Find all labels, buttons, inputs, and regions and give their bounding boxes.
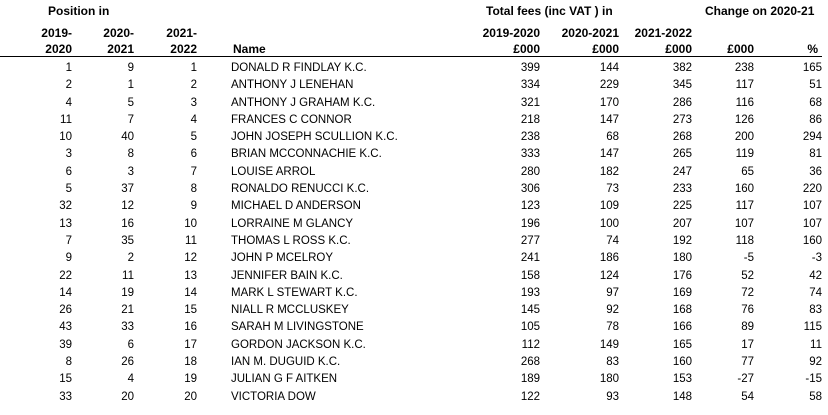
- fees-2021-cell: 382: [672, 62, 692, 74]
- fees-2020-cell: 124: [599, 269, 619, 282]
- position-2020-cell: 26: [121, 356, 134, 369]
- barrister-name-cell: SARAH M LIVINGSTONE: [231, 321, 364, 334]
- change-percent-cell: 74: [809, 286, 822, 299]
- position-2021-cell: 19: [184, 373, 197, 386]
- change-amount-cell: 119: [735, 148, 754, 161]
- barrister-name-cell: GORDON JACKSON K.C.: [231, 338, 366, 351]
- position-2019-cell: 7: [65, 234, 72, 247]
- position-2021-cell: 1: [190, 62, 197, 74]
- position-2019-cell: 10: [59, 131, 72, 144]
- table-row: [0, 60, 822, 77]
- position-2021-cell: 3: [190, 96, 197, 109]
- position-2019-cell: 22: [59, 269, 72, 282]
- header-rule: [0, 56, 822, 57]
- barrister-name-cell: JOHN JOSEPH SCULLION K.C.: [231, 131, 398, 144]
- change-amount-cell: 107: [734, 217, 754, 230]
- fees-2021-cell: 286: [672, 96, 692, 109]
- position-2020-cell: 4: [127, 373, 134, 386]
- barrister-name-cell: DONALD R FINDLAY K.C.: [231, 62, 367, 74]
- fees-2020-cell: 68: [606, 131, 619, 144]
- position-2020-cell: 40: [121, 131, 134, 144]
- change-amount-cell: 77: [741, 356, 754, 369]
- fees-2020-header: 2020-2021: [561, 26, 619, 40]
- position-2019-cell: 32: [59, 200, 72, 213]
- table-row: [0, 389, 822, 406]
- fees-2021-header: 2021-2022: [634, 26, 692, 40]
- table-row: [0, 233, 822, 250]
- change-percent-cell: 92: [809, 356, 822, 369]
- position-2020-cell: 19: [121, 286, 134, 299]
- change-percent-cell: 160: [802, 234, 822, 247]
- fees-table: [0, 60, 822, 406]
- change-amount-cell: 17: [741, 338, 754, 351]
- fees-2019-cell: 145: [520, 304, 540, 317]
- change-amount-cell: 126: [734, 113, 754, 126]
- position-2019-cell: 43: [59, 321, 72, 334]
- table-row: [0, 337, 822, 354]
- position-2019-cell: 39: [59, 338, 72, 351]
- change-percent-cell: 36: [809, 165, 822, 178]
- fees-2019-cell: 321: [520, 96, 540, 109]
- position-2020-cell: 35: [121, 234, 134, 247]
- col-2021-bottom: 2022: [170, 42, 197, 56]
- fees-2020-cell: 147: [599, 113, 619, 126]
- change-percent-cell: 107: [802, 217, 822, 230]
- change-percent-cell: 11: [810, 338, 822, 351]
- position-2021-cell: 2: [190, 79, 197, 92]
- fees-2019-cell: 241: [520, 252, 540, 265]
- table-row: [0, 129, 822, 146]
- change-amount-cell: 72: [741, 286, 754, 299]
- barrister-name-cell: LORRAINE M GLANCY: [231, 217, 354, 230]
- total-fees-header: Total fees (inc VAT ) in: [486, 4, 613, 18]
- fees-2019-cell: 112: [521, 338, 540, 351]
- barrister-name-cell: IAN M. DUGUID K.C.: [231, 356, 341, 369]
- fees-2020-cell: 229: [599, 79, 619, 92]
- change-amount-cell: -5: [743, 252, 754, 265]
- fees-2019-cell: 306: [520, 183, 540, 196]
- table-row: [0, 146, 822, 163]
- position-2021-cell: 5: [190, 131, 197, 144]
- change-header: Change on 2020-21: [705, 4, 815, 18]
- position-2020-cell: 2: [127, 252, 134, 265]
- position-2019-cell: 33: [59, 390, 72, 403]
- position-2019-cell: 6: [65, 165, 72, 178]
- change-percent-cell: 165: [802, 62, 822, 74]
- position-2021-cell: 7: [190, 165, 197, 178]
- table-row: [0, 302, 822, 319]
- fees-2019-cell: 189: [520, 373, 540, 386]
- change-amount-cell: 160: [734, 183, 754, 196]
- table-row: [0, 164, 822, 181]
- position-2020-cell: 1: [127, 79, 134, 92]
- change-amount-cell: 65: [741, 165, 754, 178]
- fees-2019-cell: 196: [520, 217, 540, 230]
- change-percent-cell: 42: [809, 269, 822, 282]
- fees-2020-cell: 78: [606, 321, 619, 334]
- change-amount-cell: 52: [741, 269, 754, 282]
- fees-2019-cell: 122: [520, 390, 540, 403]
- position-2019-cell: 3: [65, 148, 72, 161]
- change-amount-cell: 54: [741, 390, 754, 403]
- fees-2021-unit: £000: [665, 42, 692, 56]
- fees-2020-cell: 83: [606, 356, 619, 369]
- change-amount-cell: 116: [735, 96, 754, 109]
- fees-2019-cell: 193: [520, 286, 540, 299]
- fees-2021-cell: 148: [672, 390, 692, 403]
- barrister-name-cell: JOHN P MCELROY: [231, 252, 334, 265]
- fees-2020-cell: 180: [599, 373, 619, 386]
- fees-2019-header: 2019-2020: [482, 26, 540, 40]
- fees-2021-cell: 345: [672, 79, 692, 92]
- fees-2020-cell: 186: [599, 252, 619, 265]
- barrister-name-cell: ANTHONY J GRAHAM K.C.: [231, 96, 376, 109]
- position-2021-cell: 13: [184, 269, 197, 282]
- fees-2021-cell: 180: [672, 252, 692, 265]
- fees-2020-cell: 144: [599, 62, 619, 74]
- position-2019-cell: 14: [59, 286, 72, 299]
- fees-2020-cell: 170: [599, 96, 619, 109]
- position-2019-cell: 4: [65, 96, 72, 109]
- table-row: [0, 285, 822, 302]
- table-row: [0, 95, 822, 112]
- position-2020-cell: 37: [121, 183, 134, 196]
- position-2020-cell: 7: [127, 113, 134, 126]
- fees-2019-cell: 268: [520, 356, 540, 369]
- position-2021-cell: 8: [190, 183, 197, 196]
- fees-2021-cell: 192: [672, 234, 692, 247]
- fees-2019-cell: 158: [520, 269, 540, 282]
- fees-2020-cell: 73: [606, 183, 619, 196]
- col-2020-top: 2020-: [103, 26, 134, 40]
- name-column-header: Name: [233, 42, 266, 56]
- fees-2019-cell: 333: [520, 148, 540, 161]
- change-percent-cell: 107: [802, 200, 822, 213]
- fees-2021-cell: 168: [672, 304, 692, 317]
- position-2021-cell: 10: [184, 217, 197, 230]
- change-percent-cell: 51: [809, 79, 822, 92]
- position-2021-cell: 20: [184, 390, 197, 403]
- fees-2020-cell: 97: [606, 286, 619, 299]
- fees-2021-cell: 160: [672, 356, 692, 369]
- table-row: [0, 268, 822, 285]
- change-unit: £000: [727, 42, 754, 56]
- fees-2019-cell: 399: [520, 62, 540, 74]
- barrister-name-cell: JENNIFER BAIN K.C.: [231, 269, 343, 282]
- position-2020-cell: 11: [122, 269, 134, 282]
- change-amount-cell: 117: [735, 79, 754, 92]
- fees-2021-cell: 176: [672, 269, 692, 282]
- fees-2021-cell: 225: [672, 200, 692, 213]
- fees-2021-cell: 165: [672, 338, 692, 351]
- change-percent-cell: 220: [802, 183, 822, 196]
- table-row: [0, 198, 822, 215]
- position-2020-cell: 33: [121, 321, 134, 334]
- table-row: [0, 77, 822, 94]
- fees-2020-cell: 74: [606, 234, 619, 247]
- fees-2020-cell: 100: [599, 217, 619, 230]
- fees-2019-cell: 123: [520, 200, 540, 213]
- barrister-name-cell: LOUISE ARROL: [231, 165, 316, 178]
- change-amount-cell: 238: [734, 62, 754, 74]
- fees-2021-cell: 265: [672, 148, 692, 161]
- fees-2021-cell: 153: [672, 373, 692, 386]
- change-percent-cell: -15: [805, 373, 822, 386]
- fees-2019-cell: 218: [520, 113, 540, 126]
- position-2019-cell: 15: [59, 373, 72, 386]
- position-2021-cell: 14: [184, 286, 197, 299]
- table-row: [0, 319, 822, 336]
- fees-2021-cell: 207: [672, 217, 692, 230]
- barrister-name-cell: MARK L STEWART K.C.: [231, 286, 358, 299]
- position-2020-cell: 12: [121, 200, 134, 213]
- position-2020-cell: 9: [127, 62, 134, 74]
- col-2020-bottom: 2021: [107, 42, 134, 56]
- barrister-name-cell: VICTORIA DOW: [231, 390, 316, 403]
- table-row: [0, 112, 822, 129]
- position-2020-cell: 5: [127, 96, 134, 109]
- position-2020-cell: 20: [121, 390, 134, 403]
- change-percent-cell: 86: [809, 113, 822, 126]
- col-2019-top: 2019-: [41, 26, 72, 40]
- position-2019-cell: 5: [65, 183, 72, 196]
- fees-2021-cell: 169: [672, 286, 692, 299]
- table-row: [0, 354, 822, 371]
- fees-2019-cell: 238: [520, 131, 540, 144]
- fees-2021-cell: 247: [672, 165, 692, 178]
- position-2019-cell: 9: [65, 252, 72, 265]
- table-row: [0, 371, 822, 388]
- barrister-name-cell: RONALDO RENUCCI K.C.: [231, 183, 370, 196]
- position-2019-cell: 8: [65, 356, 72, 369]
- table-row: [0, 216, 822, 233]
- position-2019-cell: 26: [59, 304, 72, 317]
- position-2021-cell: 16: [184, 321, 197, 334]
- position-2019-cell: 2: [65, 79, 72, 92]
- fees-2021-cell: 268: [672, 131, 692, 144]
- change-percent-cell: 115: [803, 321, 822, 334]
- position-2021-cell: 12: [184, 252, 197, 265]
- fees-2020-unit: £000: [592, 42, 619, 56]
- change-percent-cell: 83: [809, 304, 822, 317]
- barrister-name-cell: FRANCES C CONNOR: [231, 113, 352, 126]
- position-2021-cell: 17: [184, 338, 197, 351]
- fees-2019-cell: 277: [520, 234, 540, 247]
- position-2021-cell: 15: [184, 304, 197, 317]
- position-2019-cell: 11: [60, 113, 72, 126]
- table-row: [0, 181, 822, 198]
- fees-2019-cell: 334: [520, 79, 540, 92]
- change-percent-cell: -3: [811, 252, 822, 265]
- table-row: [0, 250, 822, 267]
- fees-2020-cell: 149: [599, 338, 619, 351]
- change-percent-cell: 68: [809, 96, 822, 109]
- position-2019-cell: 1: [65, 62, 72, 74]
- fees-2020-cell: 92: [606, 304, 619, 317]
- position-2021-cell: 6: [190, 148, 197, 161]
- position-in-header: Position in: [48, 4, 110, 18]
- barrister-name-cell: MICHAEL D ANDERSON: [231, 200, 361, 213]
- position-2020-cell: 16: [121, 217, 134, 230]
- fees-2021-cell: 273: [672, 113, 692, 126]
- change-percent-cell: 58: [809, 390, 822, 403]
- col-2021-top: 2021-: [166, 26, 197, 40]
- barrister-name-cell: NIALL R MCCLUSKEY: [231, 304, 349, 317]
- position-2020-cell: 21: [121, 304, 134, 317]
- position-2020-cell: 6: [127, 338, 134, 351]
- barrister-name-cell: JULIAN G F AITKEN: [231, 373, 338, 386]
- change-amount-cell: 89: [741, 321, 754, 334]
- fees-2020-cell: 182: [599, 165, 619, 178]
- position-2021-cell: 18: [184, 356, 197, 369]
- change-amount-cell: 200: [734, 131, 754, 144]
- position-2020-cell: 3: [127, 165, 134, 178]
- change-percent-cell: 81: [809, 148, 822, 161]
- barrister-name-cell: BRIAN MCCONNACHIE K.C.: [231, 148, 382, 161]
- change-amount-cell: 76: [741, 304, 754, 317]
- fees-2020-cell: 147: [599, 148, 619, 161]
- change-amount-cell: 118: [735, 234, 754, 247]
- fees-2020-cell: 93: [606, 390, 619, 403]
- change-pct-unit: %: [807, 42, 818, 56]
- position-2020-cell: 8: [127, 148, 134, 161]
- position-2021-cell: 9: [190, 200, 197, 213]
- fees-2020-cell: 109: [599, 200, 619, 213]
- col-2019-bottom: 2020: [45, 42, 72, 56]
- fees-2019-cell: 280: [520, 165, 540, 178]
- position-2021-cell: 11: [185, 234, 197, 247]
- fees-2021-cell: 233: [672, 183, 692, 196]
- position-2021-cell: 4: [190, 113, 197, 126]
- fees-2021-cell: 166: [672, 321, 692, 334]
- change-percent-cell: 294: [802, 131, 822, 144]
- barrister-name-cell: THOMAS L ROSS K.C.: [231, 234, 351, 247]
- position-2019-cell: 13: [59, 217, 72, 230]
- change-amount-cell: -27: [737, 373, 754, 386]
- barrister-name-cell: ANTHONY J LENEHAN: [231, 79, 354, 92]
- fees-2019-cell: 105: [520, 321, 540, 334]
- fees-2019-unit: £000: [513, 42, 540, 56]
- change-amount-cell: 117: [735, 200, 754, 213]
